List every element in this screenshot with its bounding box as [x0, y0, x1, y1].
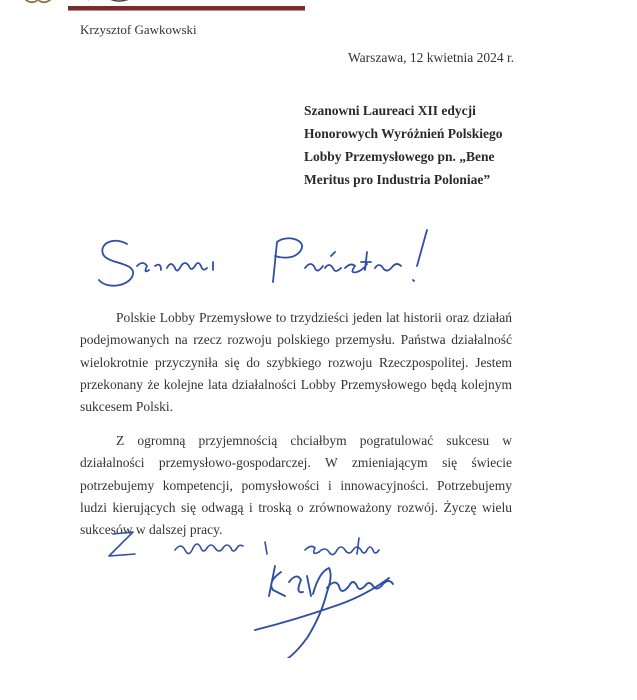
recipient-address	[304, 99, 534, 191]
crest-emblem-icon	[20, 0, 56, 6]
body-paragraph: Z ogromną przyjemnością chciałbym pogratulować sukcesu w działalności przemysłowo-gospodarczej. W zmieniającym się świecie potrzebujemy kompetencji, pomysłowości i innowacyjności. Potrzebujemy ludzi kierujących się odwagą i troską o zrównoważony rozwój. Życzę wielu sukcesów w dalszej pracy.	[80, 433, 512, 538]
address-line: Szanowni Laureaci XII edycji	[304, 103, 476, 118]
sender-name: Krzysztof Gawkowski	[80, 22, 197, 37]
date-line: Warszawa, 12 kwietnia 2024 r.	[348, 50, 515, 65]
letterhead-rule-thin	[68, 10, 305, 11]
signature	[215, 558, 445, 658]
address-line: Honorowych Wyróżnień Polskiego	[304, 126, 503, 141]
letterhead-script-logo	[84, 0, 234, 4]
address-line: Lobby Przemysłowego pn. „Bene	[304, 149, 495, 164]
body-paragraph: Polskie Lobby Przemysłowe to trzydzieści jeden lat historii oraz działań podejmowanych na rzecz rozwoju polskiego przemysłu. Państwa działalność wielokrotnie przyczyniła się do szybkiego rozwoju Rzeczpospolitej. Jestem przekonany że kolejne lata działalności Lobby Przemysłowego będą kolejnym sukcesem Polski.	[80, 310, 512, 415]
address-line: Meritus pro Industria Poloniae”	[304, 172, 491, 187]
handwritten-greeting	[95, 222, 445, 297]
